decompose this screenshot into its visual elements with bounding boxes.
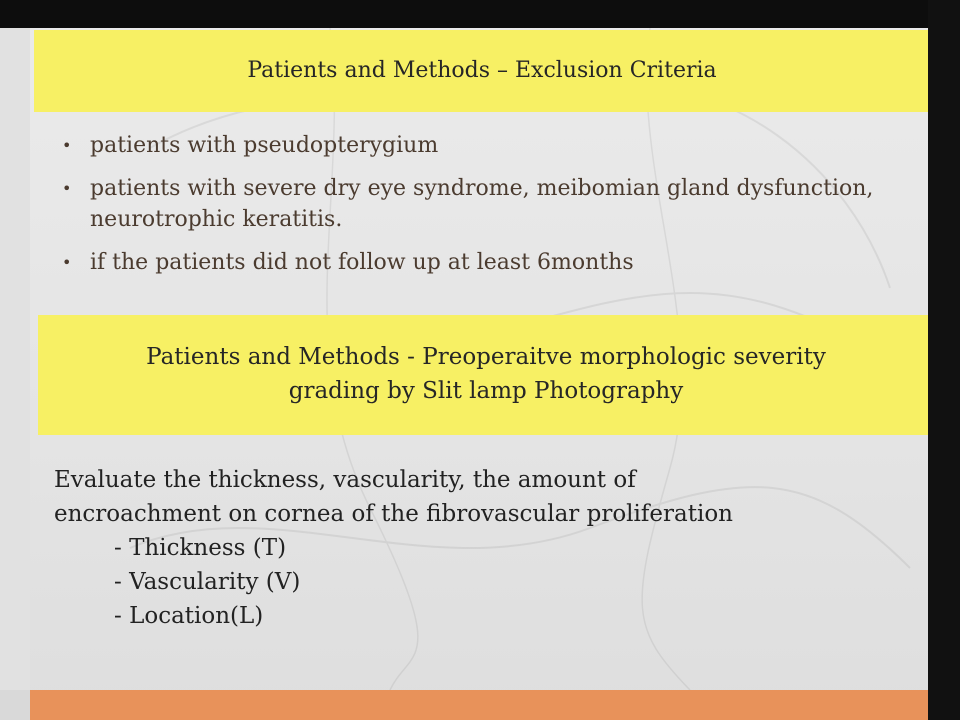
exclusion-criteria-title: Patients and Methods – Exclusion Criteria [247, 58, 717, 83]
left-edge [0, 28, 30, 720]
evaluation-item-thickness: - Thickness (T) [114, 535, 287, 561]
bullet-icon: • [62, 179, 72, 198]
bottom-left-corner [0, 690, 30, 720]
list-item-text: if the patients did not follow up at least 6months [90, 250, 634, 275]
right-bar [928, 0, 960, 720]
evaluation-item-vascularity: - Vascularity (V) [114, 569, 301, 595]
list-item [62, 173, 912, 235]
bullet-icon: • [62, 136, 72, 155]
list-item [62, 247, 912, 278]
evaluation-item-location: - Location(L) [114, 603, 264, 629]
severity-grading-title-line-1: Patients and Methods - Preoperaitve morphologic severity [146, 344, 826, 370]
severity-grading-banner [38, 315, 934, 435]
list-item-text: patients with pseudopterygium [90, 133, 439, 158]
exclusion-criteria-list [62, 130, 912, 290]
bullet-icon: • [62, 253, 72, 272]
bottom-accent-bar [30, 690, 930, 720]
evaluation-text [54, 463, 914, 633]
exclusion-criteria-banner [34, 30, 930, 112]
list-item-text: patients with severe dry eye syndrome, meibomian gland dysfunction, neurotrophic keratitis. [90, 176, 874, 232]
top-bar [0, 0, 960, 28]
evaluation-line-1: Evaluate the thickness, vascularity, the amount of [54, 467, 636, 493]
severity-grading-title-line-2: grading by Slit lamp Photography [288, 378, 684, 404]
evaluation-line-2: encroachment on cornea of the fibrovascular proliferation [54, 501, 733, 527]
list-item [62, 130, 912, 161]
